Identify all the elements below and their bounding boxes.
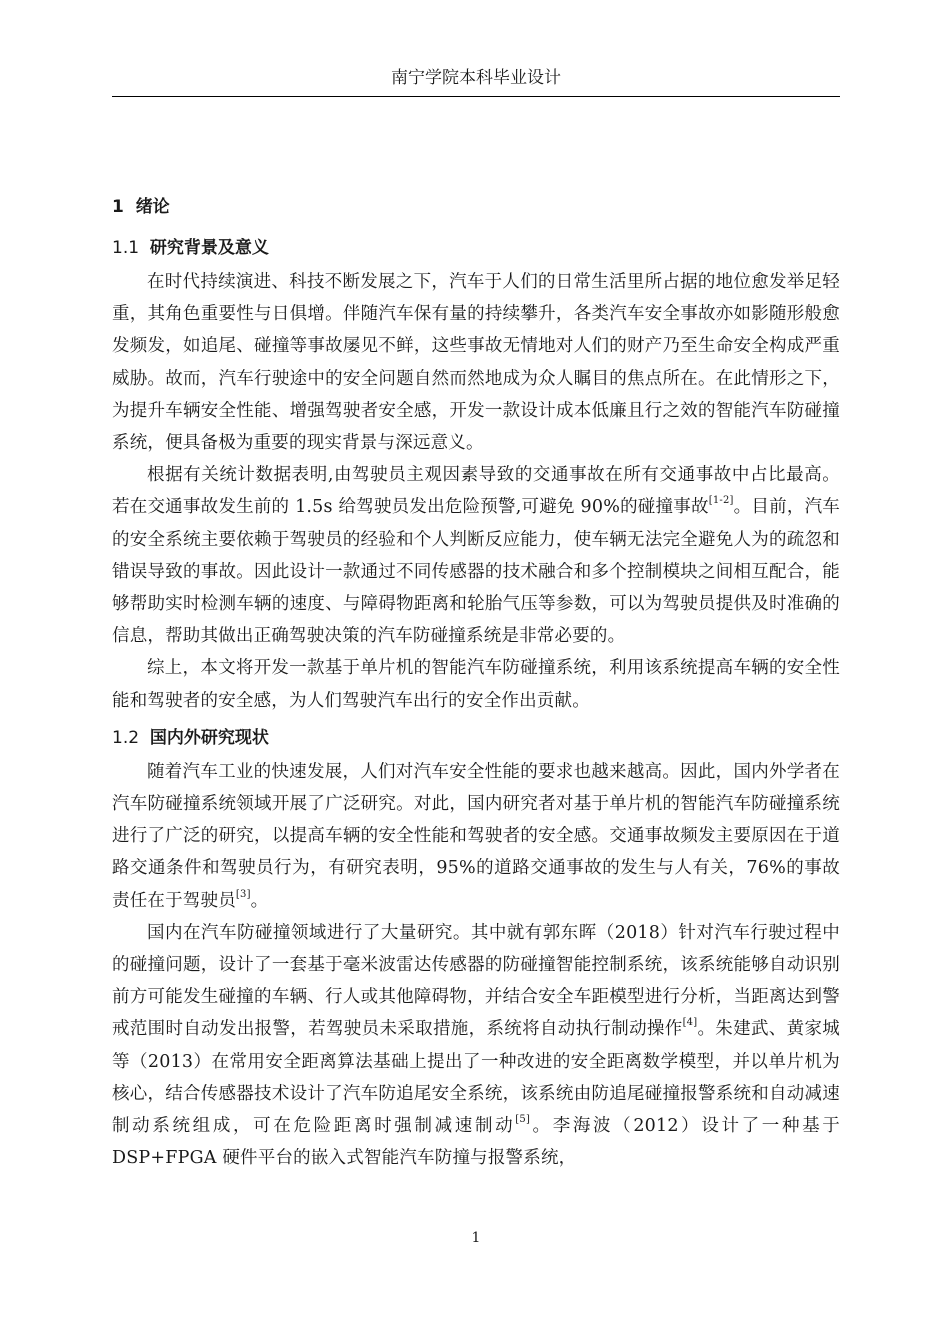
chapter-heading [112, 190, 840, 224]
paragraph-text: 国内在汽车防碰撞领域进行了大量研究。其中就有郭东晖（2018）针对汽车行驶过程中的碰撞问题，设计了一套基于毫米波雷达传感器的防碰撞智能控制系统，该系统能够自动识别前方可能发生碰撞的车辆、行人或其他障碍物，并结合安全车距模型进行分析，当距离达到警戒范围时自动发出报警，若驾驶员未采取措施，系统将自动执行制动操作 [112, 922, 840, 1040]
paragraph-1-1-2 [112, 459, 840, 652]
section-title: 国内外研究现状 [149, 727, 269, 748]
paragraph-1-1-3: 综上，本文将开发一款基于单片机的智能汽车防碰撞系统，利用该系统提高车辆的安全性能和驾驶者的安全感，为人们驾驶汽车出行的安全作出贡献。 [112, 658, 840, 711]
paragraph-1-2-1 [112, 756, 840, 917]
page-header: 南宁学院本科毕业设计 [391, 68, 561, 88]
page-number: 1 [471, 1230, 481, 1246]
section-title: 研究背景及意义 [149, 238, 269, 258]
section-number: 1.2 [112, 727, 140, 748]
section-number: 1.1 [112, 238, 140, 258]
section-heading-1-2 [112, 721, 840, 755]
paragraph-text: 。朱建武、黄家城等（2013）在常用安全距离算法基础上提出了一种改进的安全距离数学模型，并以单片机为核心，结合传感器技术设计了汽车防追尾安全系统，该系统由防追尾碰撞报警系统和自动减速制动系统组成，可在危险距离时强制减速制动 [112, 1019, 840, 1137]
chapter-title: 绪论 [135, 197, 170, 217]
paragraph-1-1-1: 在时代持续演进、科技不断发展之下，汽车于人们的日常生活里所占据的地位愈发举足轻重，其角色重要性与日俱增。伴随汽车保有量的持续攀升，各类汽车安全事故亦如影随形般愈发频发，如追尾、碰撞等事故屡见不鲜，这些事故无情地对人们的财产乃至生命安全构成严重威胁。故而，汽车行驶途中的安全问题自然而然地成为众人瞩目的焦点所在。在此情形之下，为提升车辆安全性能、增强驾驶者安全感，开发一款设计成本低廉且行之效的智能汽车防碰撞系统，便具备极为重要的现实背景与深远意义。 [112, 272, 840, 454]
paragraph-text: 。李海波（2012）设计了一种基于 DSP+FPGA 硬件平台的嵌入式智能汽车防撞与报警系统， [112, 1116, 841, 1169]
section-heading-1-1 [112, 231, 840, 265]
paragraph-text: 随着汽车工业的快速发展，人们对汽车安全性能的要求也越来越高。因此，国内外学者在汽车防碰撞系统领域开展了广泛研究。对此，国内研究者对基于单片机的智能汽车防碰撞系统进行了广泛的研究，以提高车辆的安全性能和驾驶者的安全感。交通事故频发主要原因在于道路交通条件和驾驶员行为，有研究表明，95%的道路交通事故的发生与人有关，76%的事故责任在于驾驶员 [112, 761, 840, 911]
paragraph-text: 根据有关统计数据表明,由驾驶员主观因素导致的交通事故在所有交通事故中占比最高。若在交通事故发生前的 1.5s 给驾驶员发出危险预警,可避免 90%的碰撞事故 [112, 465, 840, 518]
citation-ref: [1-2] [708, 495, 734, 507]
page-content [112, 190, 840, 1174]
header-rule [112, 96, 840, 97]
paragraph-text: 。 [250, 890, 269, 911]
citation-ref: [5] [515, 1114, 531, 1126]
paragraph-text: 。目前，汽车的安全系统主要依赖于驾驶员的经验和个人判断反应能力，使车辆无法完全避免人为的疏忽和错误导致的事故。因此设计一款通过不同传感器的技术融合和多个控制模块之间相互配合，能够帮助实时检测车辆的速度、与障碍物距离和轮胎气压等参数，可以为驾驶员提供及时准确的信息，帮助其做出正确驾驶决策的汽车防碰撞系统是非常必要的。 [112, 497, 840, 647]
paragraph-1-2-2 [112, 917, 840, 1175]
citation-ref: [3] [235, 888, 251, 900]
citation-ref: [4] [682, 1017, 698, 1029]
chapter-number: 1 [112, 197, 124, 217]
